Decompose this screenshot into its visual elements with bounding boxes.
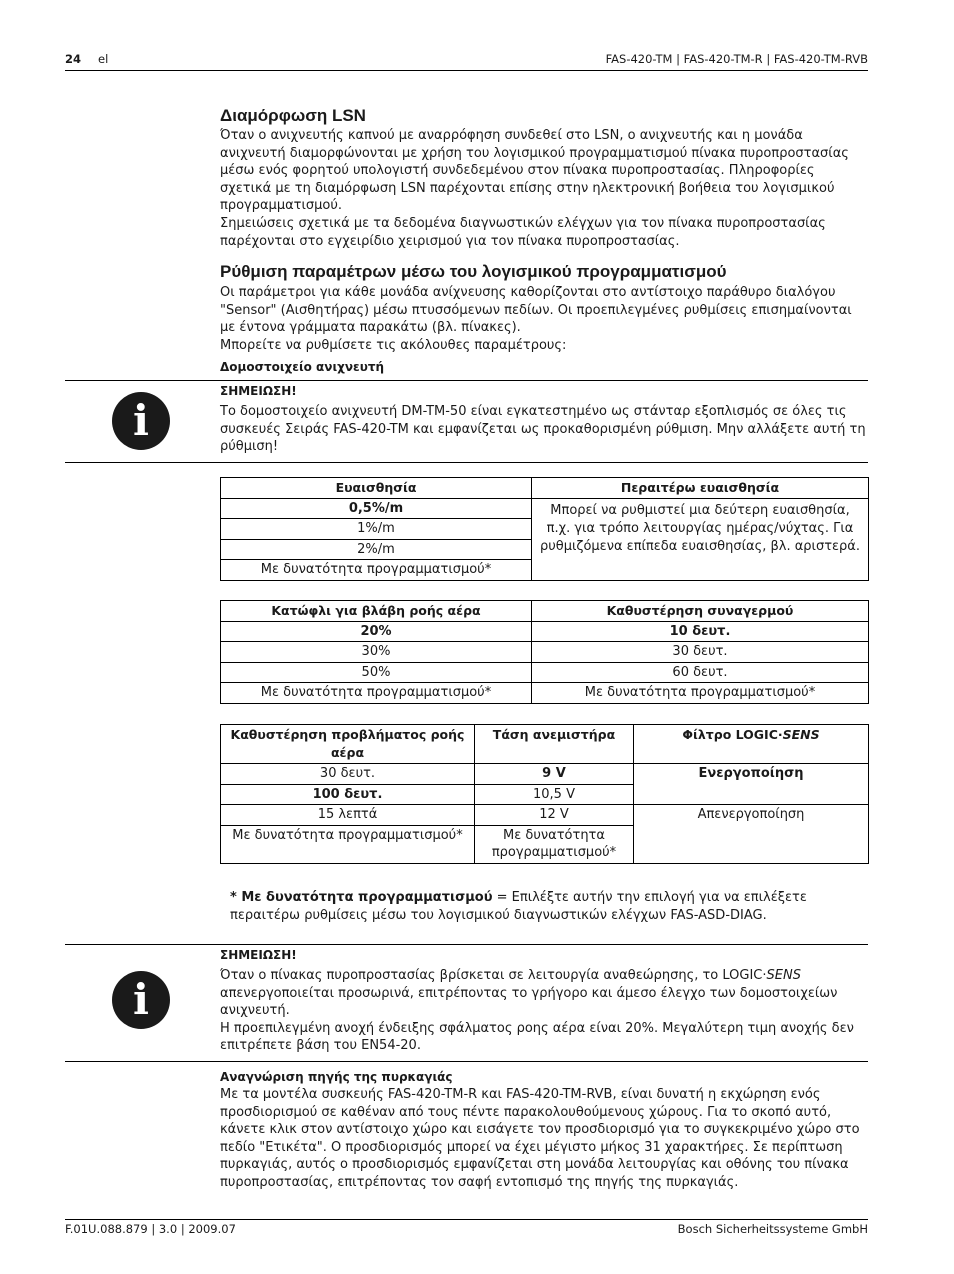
subheading-detector-module: Δομοστοιχείο ανιχνευτή	[220, 360, 385, 374]
table-cell: Με δυνατότητα προγραμματισμού*	[221, 825, 475, 863]
sens-label: SENS	[766, 968, 801, 983]
table-cell: Απενεργοποίηση	[634, 805, 869, 864]
table-cell: 60 δευτ.	[532, 662, 869, 683]
sensitivity-table	[220, 477, 869, 581]
table-cell: Με δυνατότητα προγραμματισμού*	[475, 825, 634, 863]
language-code: el	[98, 52, 109, 66]
document-id: F.01U.088.879 | 3.0 | 2009.07	[65, 1222, 236, 1236]
airflow-fan-filter-table	[220, 724, 869, 864]
footnote-text: = Επιλέξτε αυτήν την επιλογή για να επιλέξετε περαιτέρω ρυθμίσεις μέσω του λογισμικού διαγνωστικών ελέγχων FAS-ASD-DIAG.	[230, 890, 807, 923]
section-title-software: Ρύθμιση παραμέτρων μέσω του λογισμικού προγραμματισμού	[220, 262, 727, 281]
column-header	[634, 725, 869, 764]
table-cell: 10,5 V	[475, 784, 634, 805]
product-header: FAS-420-TM | FAS-420-TM-R | FAS-420-TM-RVB	[605, 52, 868, 66]
table-cell: 2%/m	[221, 539, 532, 560]
paragraph: Με τα μοντέλα συσκευής FAS-420-TM-R και FAS-420-TM-RVB, είναι δυνατή η εκχώρηση ενός προσδιορισμού σε καθέναν από τους πέντε παρακολουθούμενους χώρους. Για το σκοπό αυτό, κάνετε κλικ στον αντίστοιχο χώρο και εισάγετε τον προσδιορισμό για το συγκεκριμένο χώρο στο πεδίο "Ετικέτα". Ο προσδιορισμός μπορεί να έχει μέγιστο μήκος 31 χαρακτήρες. Σε περίπτωση πυρκαγιάς, αυτός ο προσδιορισμός εμφανίζεται στη μονάδα λειτουργίας και οθόνης του πίνακα πυροπροστασίας, επιτρέποντας τον σαφή εντοπισμό της πηγής της πυρκαγιάς.	[220, 1087, 860, 1190]
table-cell: 30 δευτ.	[221, 764, 475, 785]
table-cell: Με δυνατότητα προγραμματισμού*	[221, 560, 532, 581]
section-title-lsn: Διαμόρφωση LSN	[220, 106, 366, 125]
paragraph: Όταν ο ανιχνευτής καπνού με αναρρόφηση συνδεθεί στο LSN, ο ανιχνευτής και η μονάδα ανιχνευτή διαμορφώνονται με χρήση του λογισμικού προγραμματισμού πίνακα πυροπροστασίας μέσω ενός φορητού υπολογιστή συνδεδεμένου στον πίνακα πυροπροστασίας. Πληροφορίες σχετικά με τη διαμόρφωση LSN παρέχονται επίσης στην ηλεκτρονική βοήθεια του λογισμικού προγραμματισμού.	[220, 128, 849, 214]
table-row	[221, 642, 869, 663]
table-cell: 30%	[221, 642, 532, 663]
table-header-row	[221, 725, 869, 764]
paragraph: Μπορείτε να ρυθμίσετε τις ακόλουθες παραμέτρους:	[220, 337, 567, 353]
airflow-threshold-table	[220, 600, 869, 704]
notice-text-part: Όταν ο πίνακας πυροπροστασίας βρίσκεται σε λειτουργία αναθεώρησης, το LOGIC·	[220, 968, 767, 983]
table-cell-note: Μπορεί να ρυθμιστεί μια δεύτερη ευαισθησία, π.χ. για τρόπο λειτουργίας ημέρας/νύχτας. Για ρυθμιζόμενα επίπεδα ευαισθησίας, βλ. αριστερά.	[532, 498, 869, 580]
column-header: Καθυστέρηση προβλήματος ροής αέρα	[221, 725, 475, 764]
notice-paragraph: Η προεπιλεγμένη ανοχή ένδειξης σφάλματος ροης αέρα είναι 20%. Μεγαλύτερη τιμη ανοχής δεν επιτρέπετε βάση του EN54-20.	[220, 1020, 854, 1054]
footer-rule	[65, 1219, 868, 1220]
notice-title: ΣΗΜΕΙΩΣΗ!	[220, 948, 297, 962]
table-cell: 10 δευτ.	[532, 621, 869, 642]
table-cell: 12 V	[475, 805, 634, 826]
column-header: Ευαισθησία	[221, 478, 532, 499]
header-rule	[65, 70, 868, 71]
notice-rule-bottom	[65, 462, 868, 463]
table-header-row	[221, 478, 869, 499]
table-row	[221, 662, 869, 683]
column-header: Περαιτέρω ευαισθησία	[532, 478, 869, 499]
info-icon: i	[112, 971, 170, 1029]
footnote-key: * Με δυνατότητα προγραμματισμού	[230, 890, 493, 905]
table-row	[221, 621, 869, 642]
paragraph: Οι παράμετροι για κάθε μονάδα ανίχνευσης καθορίζονται στο αντίστοιχο παράθυρο διαλόγου "Sensor" (Αισθητήρας) μέσω πτυσσόμενων πεδίων. Οι προεπιλεγμένες ρυθμίσεις επισημαίνονται με έντονα γράμματα παρακάτω (βλ. πίνακες).	[220, 285, 852, 336]
column-header: Τάση ανεμιστήρα	[475, 725, 634, 764]
table-footnote	[230, 889, 860, 924]
column-header: Καθυστέρηση συναγερμού	[532, 601, 869, 622]
filter-label: Φίλτρο LOGIC·	[682, 727, 783, 742]
table-row	[221, 683, 869, 704]
paragraph: Σημειώσεις σχετικά με τα δεδομένα διαγνωστικών ελέγχων για τον πίνακα πυροπροστασίας παρέχονται στο εγχειρίδιο χειρισμού για τον πίνακα πυροπροστασίας.	[220, 215, 826, 249]
table-cell: 1%/m	[221, 519, 532, 540]
table-header-row	[221, 601, 869, 622]
table-row	[221, 805, 869, 826]
notice-title: ΣΗΜΕΙΩΣΗ!	[220, 384, 297, 398]
section-software-body	[220, 284, 868, 354]
notice-paragraph	[220, 967, 868, 1020]
notice-text	[220, 967, 868, 1055]
table-cell: 50%	[221, 662, 532, 683]
notice-text-part: απενεργοποιείται προσωρινά, επιτρέποντας το γρήγορο και άμεσο έλεγχο των δομοστοιχείων ανιχνευτή.	[220, 985, 838, 1019]
table-row	[221, 764, 869, 785]
notice-text: Το δομοστοιχείο ανιχνευτή DM-TM-50 είναι εγκατεστημένο ως στάνταρ εξοπλισμός σε όλες τις συσκευές Σειράς FAS-420-TM και εμφανίζεται ως προκαθορισμένη ρύθμιση. Μην αλλάξετε αυτή τη ρύθμιση!	[220, 404, 866, 455]
table-cell: 0,5%/m	[221, 498, 532, 519]
table-cell: 9 V	[475, 764, 634, 785]
notice-rule-top	[65, 944, 868, 945]
table-cell: Ενεργοποίηση	[634, 764, 869, 805]
section-lsn-body	[220, 127, 868, 250]
info-icon: i	[112, 392, 170, 450]
table-cell: 15 λεπτά	[221, 805, 475, 826]
company-name: Bosch Sicherheitssysteme GmbH	[677, 1222, 868, 1236]
table-cell: 20%	[221, 621, 532, 642]
notice-rule-top	[65, 380, 868, 381]
notice-rule-bottom	[65, 1061, 868, 1062]
table-cell: Με δυνατότητα προγραμματισμού*	[532, 683, 869, 704]
page-number: 24	[65, 52, 82, 66]
column-header: Κατώφλι για βλάβη ροής αέρα	[221, 601, 532, 622]
sens-label: SENS	[782, 727, 820, 742]
table-cell: Με δυνατότητα προγραμματισμού*	[221, 683, 532, 704]
subheading-fire-source: Αναγνώριση πηγής της πυρκαγιάς	[220, 1070, 453, 1084]
table-cell: 30 δευτ.	[532, 642, 869, 663]
table-cell: 100 δευτ.	[221, 784, 475, 805]
table-row	[221, 498, 869, 519]
